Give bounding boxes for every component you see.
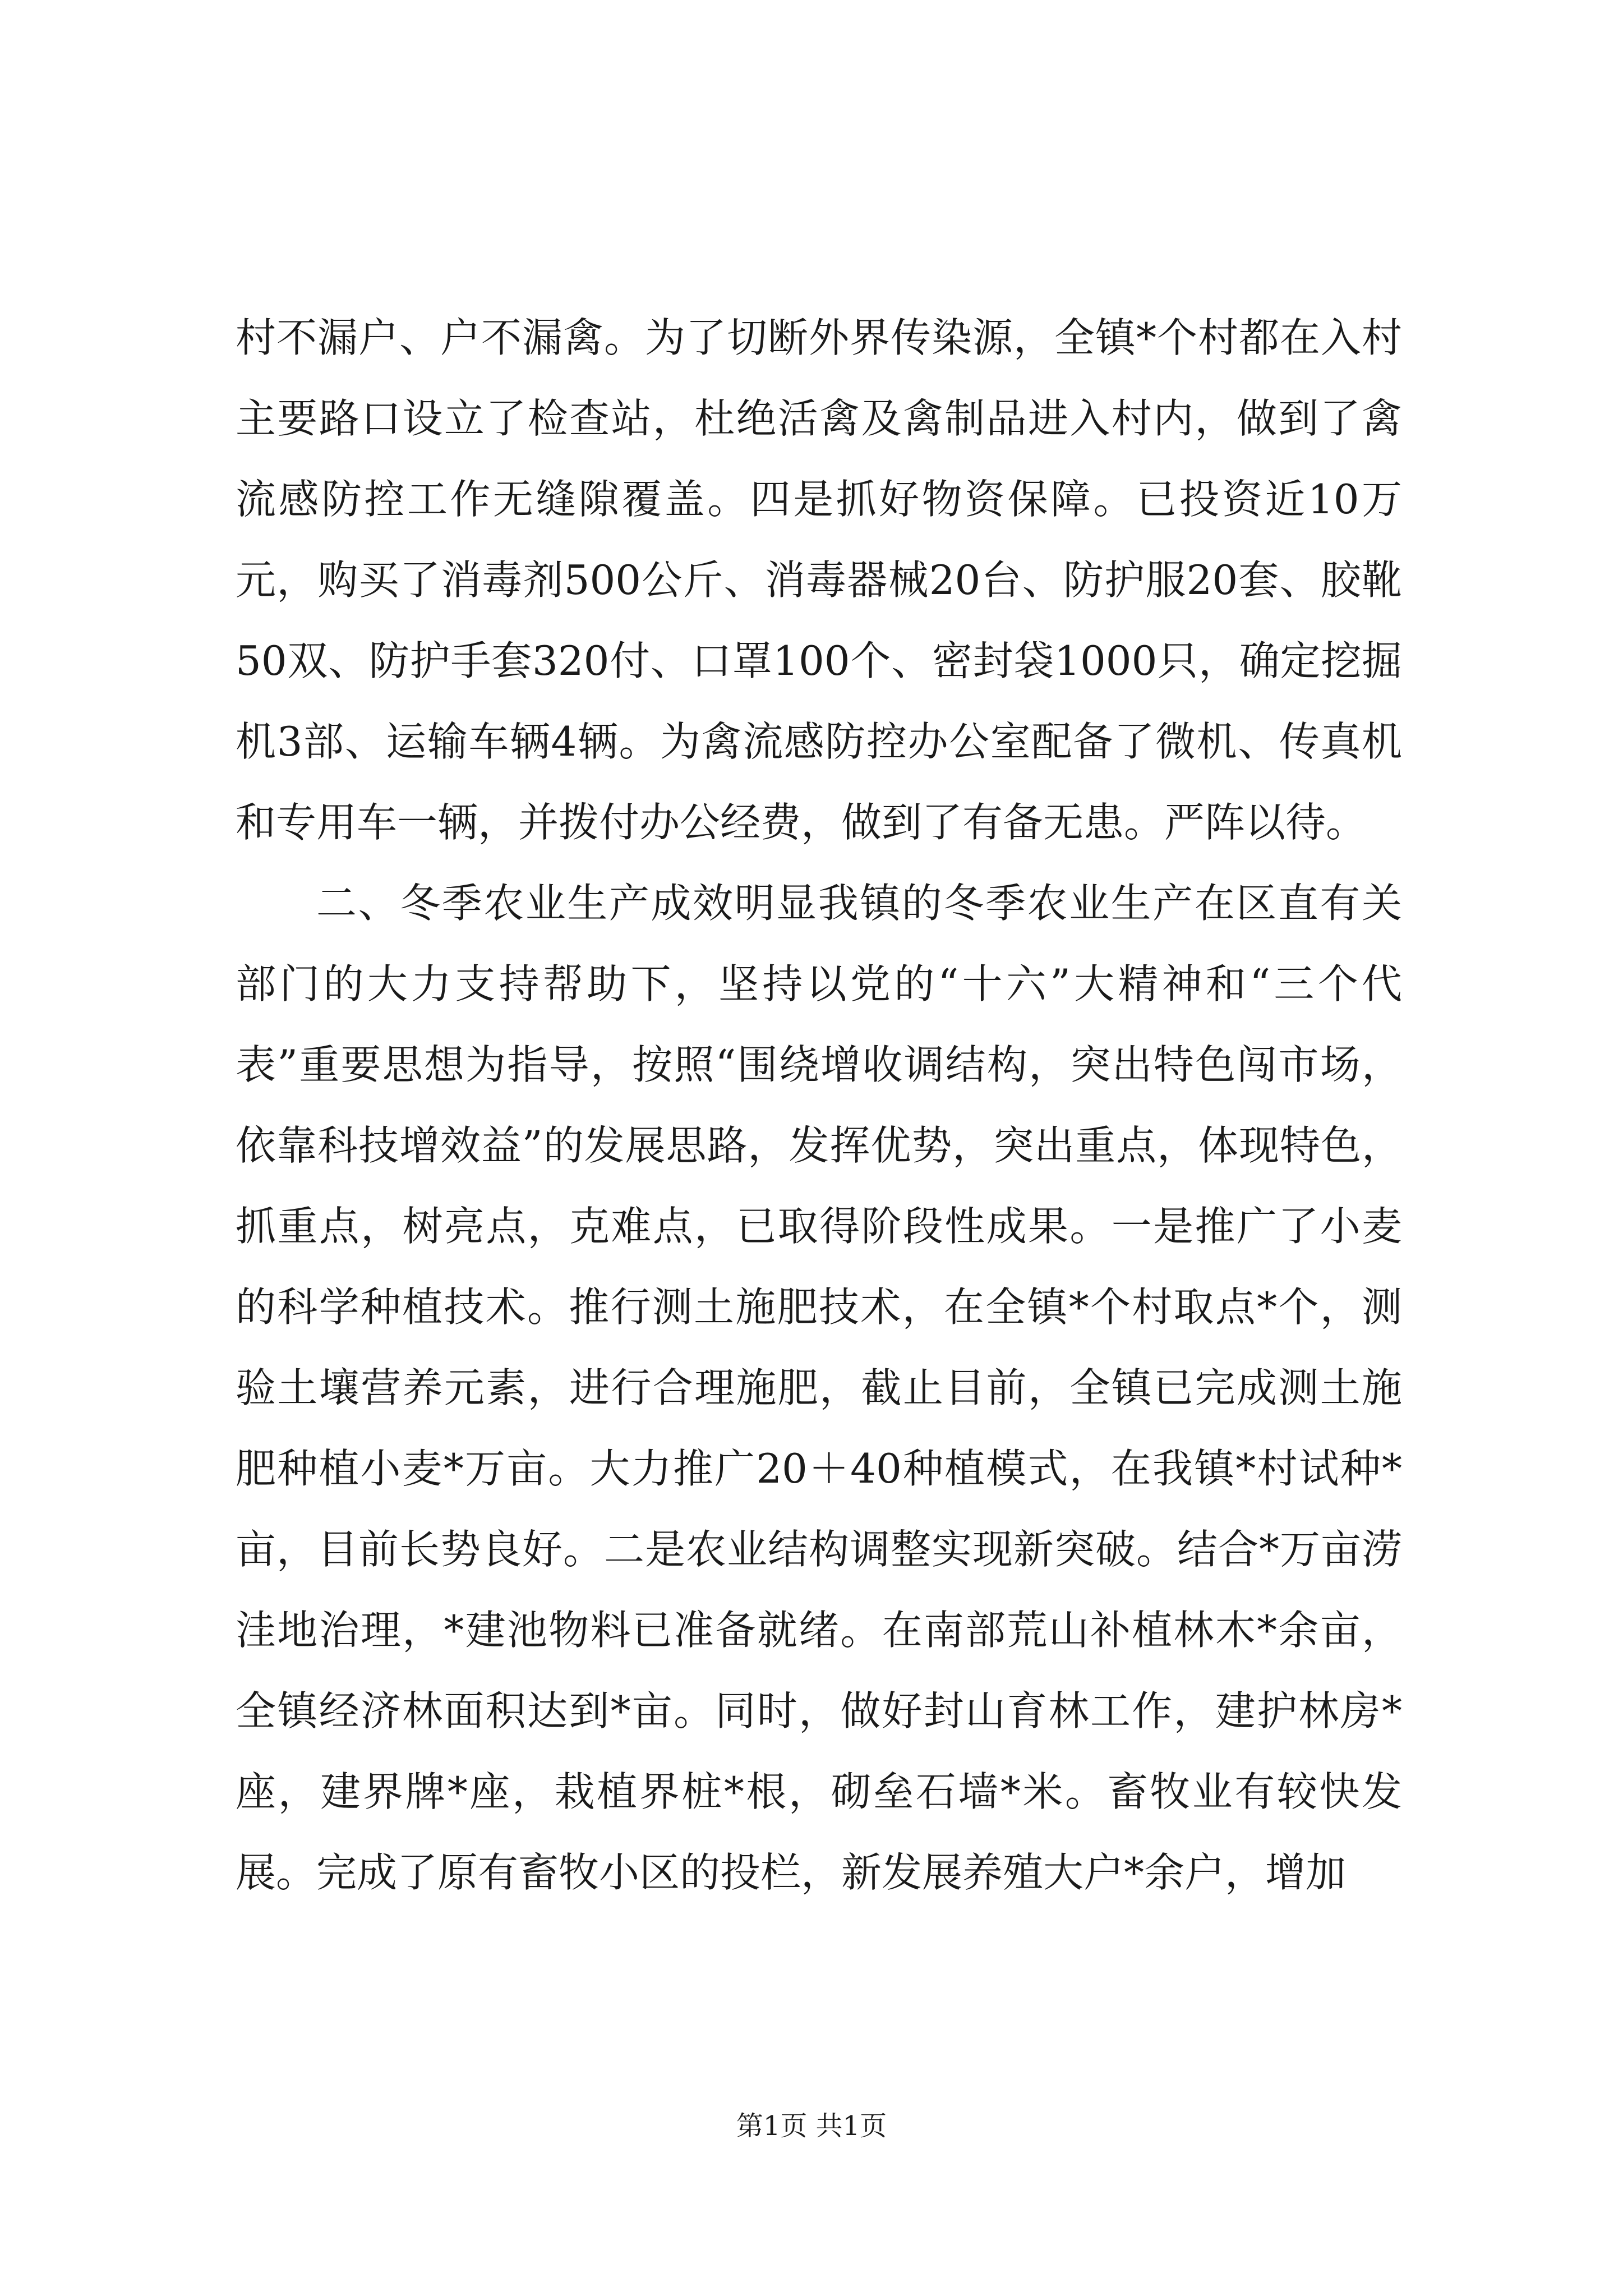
paragraph-section-two: 二、冬季农业生产成效明显我镇的冬季农业生产在区直有关部门的大力支持帮助下，坚持以党的“十六”大精神和“三个代表”重要思想为指导，按照“围绕增收调结构，突出特色闯市场，依靠科技增效益”的发展思路，发挥优势，突出重点，体现特色，抓重点，树亮点，克难点，已取得阶段性成果。一是推广了小麦的科学种植技术。推行测土施肥技术，在全镇*个村取点*个，测验土壤营养元素，进行合理施肥，截止目前，全镇已完成测土施肥种植小麦*万亩。大力推广20＋40种植模式，在我镇*村试种*亩，目前长势良好。二是农业结构调整实现新突破。结合*万亩涝洼地治理，*建池物料已准备就绪。在南部荒山补植林木*余亩，全镇经济林面积达到*亩。同时，做好封山育林工作，建护林房*座，建界牌*座，栽植界桩*根，砌垒石墙*米。畜牧业有较快发展。完成了原有畜牧小区的投栏，新发展养殖大户*余户，增加	[236, 880, 1402, 1896]
paragraph-continuation: 村不漏户、户不漏禽。为了切断外界传染源，全镇*个村都在入村主要路口设立了检查站，杜绝活禽及禽制品进入村内，做到了禽流感防控工作无缝隙覆盖。四是抓好物资保障。已投资近10万元，购买了消毒剂500公斤、消毒器械20台、防护服20套、胶靴50双、防护手套320付、口罩100个、密封袋1000只，确定挖掘机3部、运输车辆4辆。为禽流感防控办公室配备了微机、传真机和专用车一辆，并拨付办公经费，做到了有备无患。严阵以待。	[236, 314, 1402, 846]
page-footer	[0, 2109, 1623, 2143]
document-body	[236, 297, 1402, 1913]
page-number-label: 第1页 共1页	[736, 2110, 887, 2142]
